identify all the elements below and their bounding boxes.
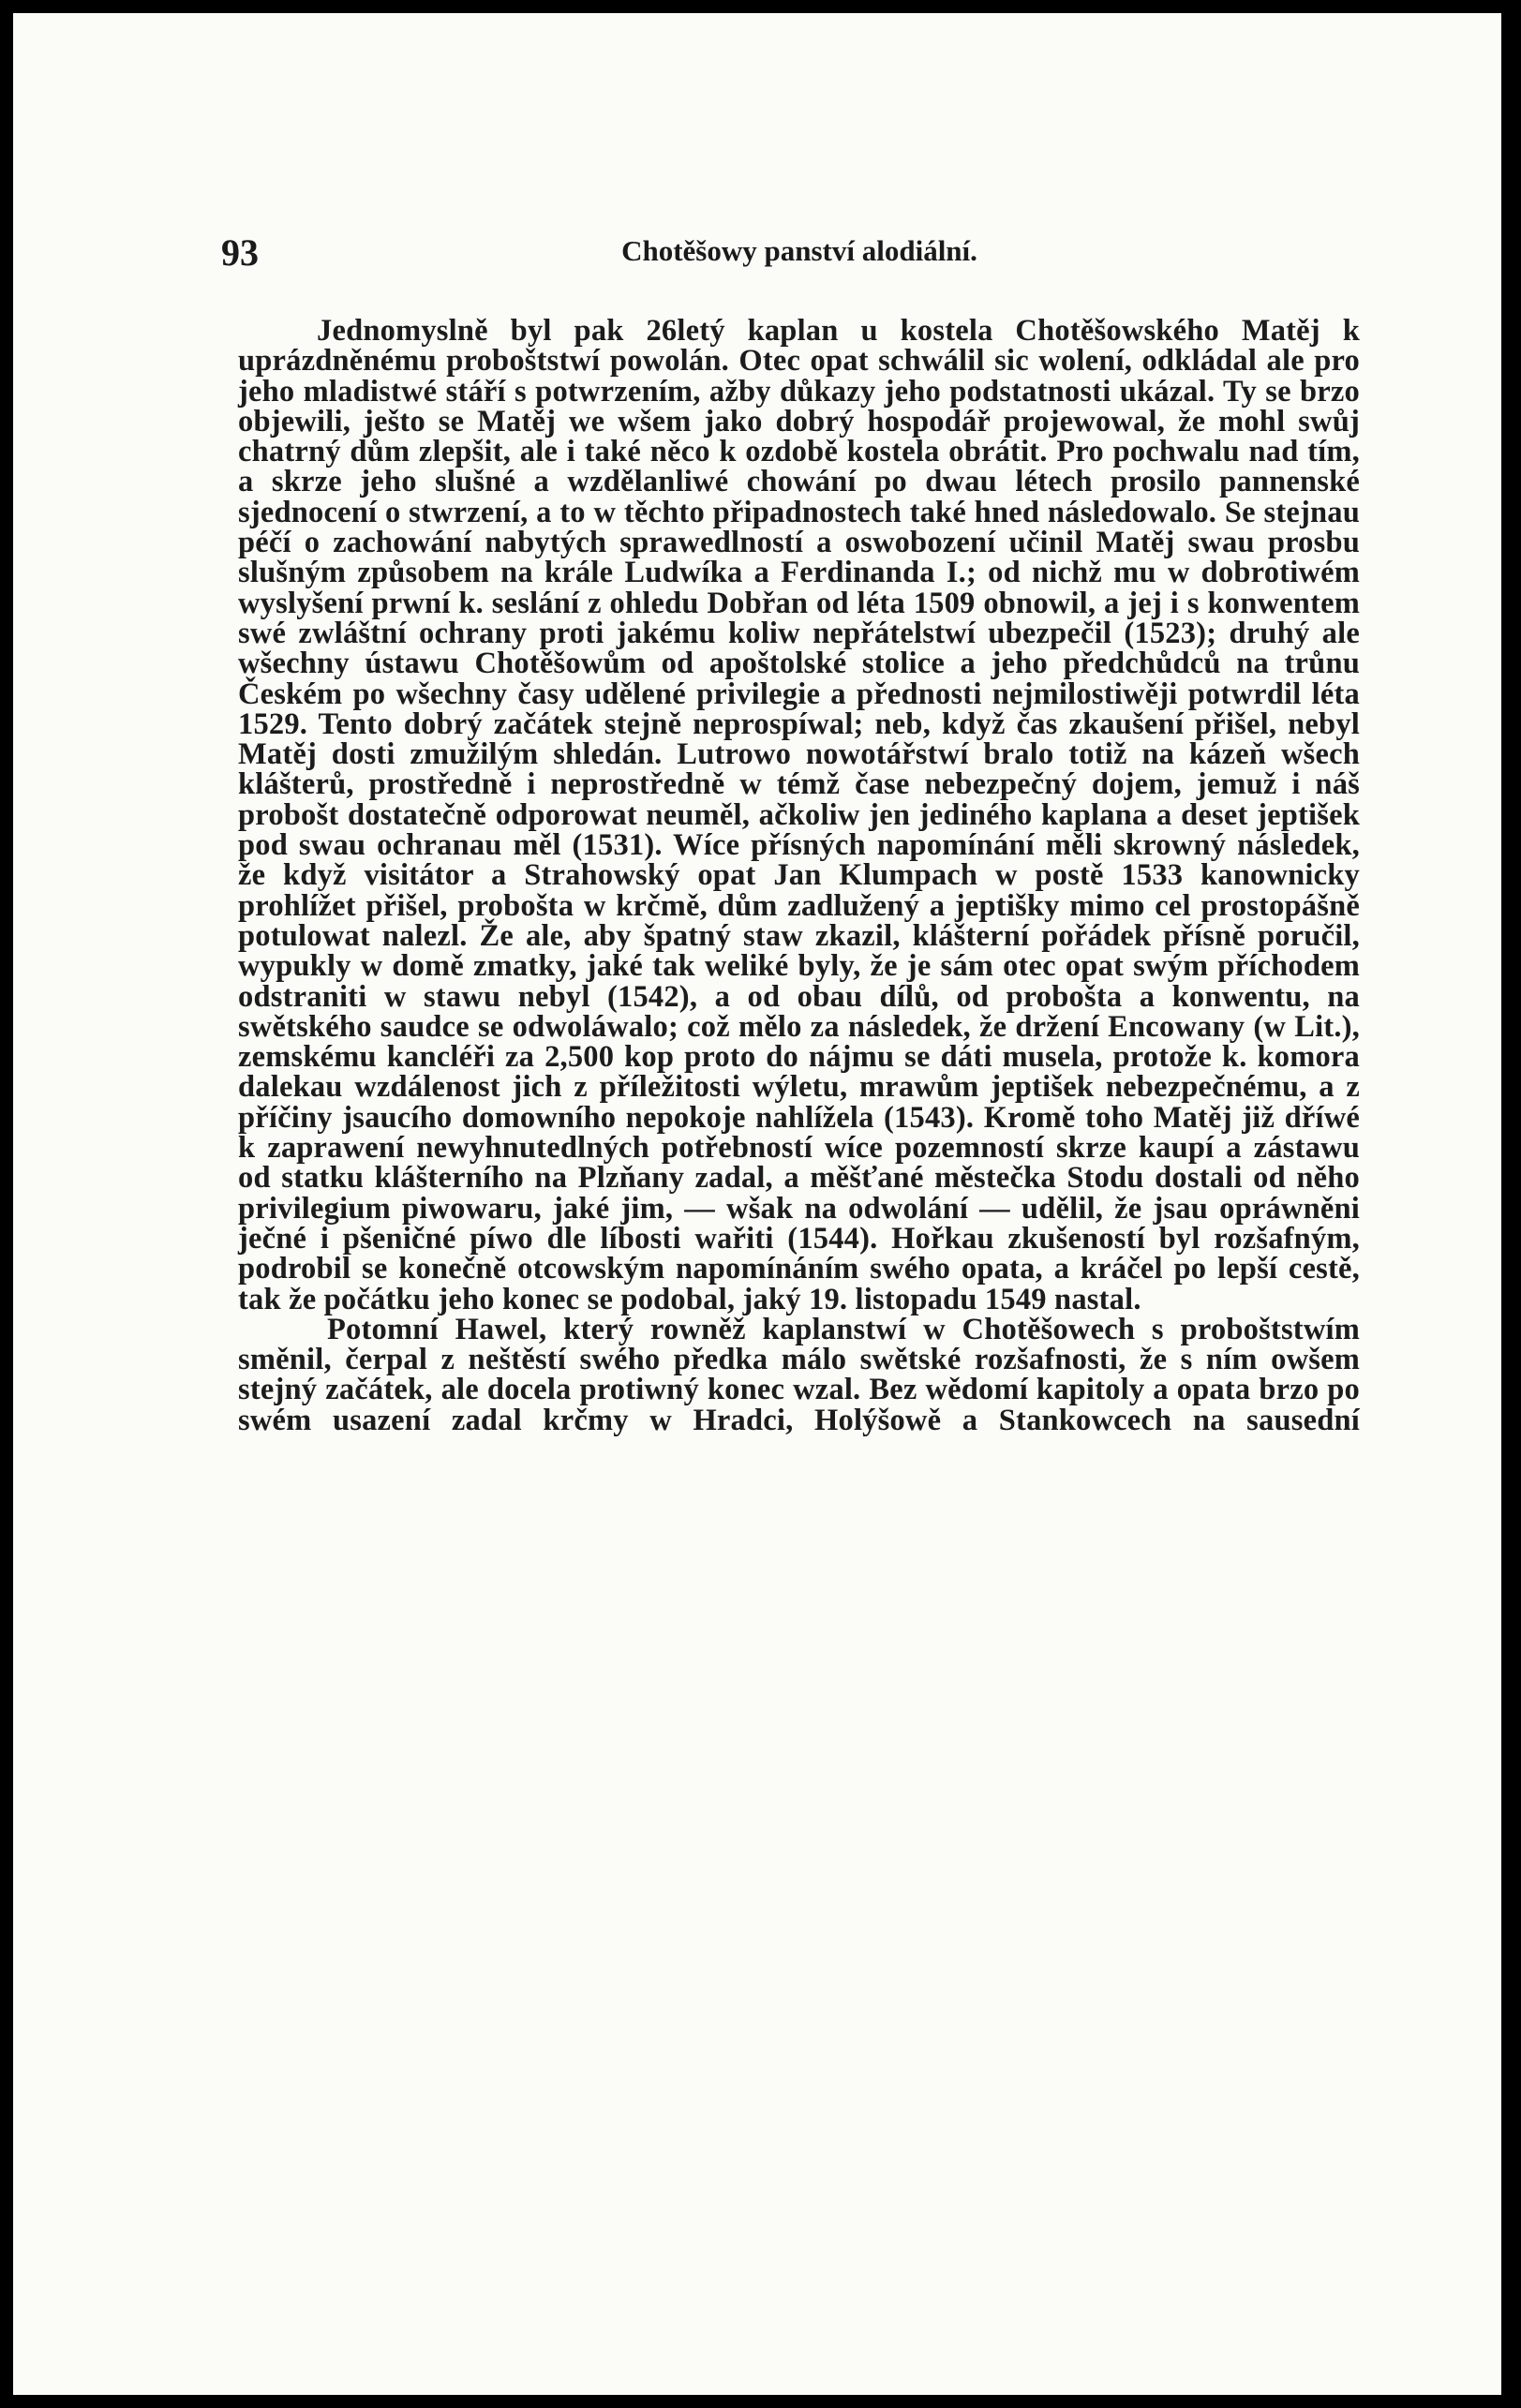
- running-title: Chotěšowy panství alodiální.: [621, 234, 977, 267]
- body-text: [238, 316, 1360, 1435]
- page-number: 93: [221, 231, 259, 274]
- paragraph-hawel: Potomní Hawel, který rowněž kaplanstwí w Chotěšowech s proboštstwím směnil, čerpal z neštěstí swého předka málo swětské rozšafnosti, že s ním owšem stejný začátek, ale docela protiwný konec wzal. Bez wědomí kapitoly a opata brzo po swém usazení zadal krčmy w Hradci, Holýšowě a Stankowcech na sausední: [238, 1312, 1360, 1437]
- paragraph-matej: Jednomyslně byl pak 26letý kaplan u kostela Chotěšowského Matěj k uprázdněnému proboštstwí powolán. Otec opat schwálil sic wolení, odkládal ale pro jeho mladistwé stáří s potwrzením, ažby důkazy jeho podstatnosti ukázal. Ty se brzo objewili, ješto se Matěj we wšem jako dobrý hospodář projewowal, že mohl swůj chatrný dům zlepšit, ale i také něco k ozdobě kostela obrátit. Pro pochwalu nad tím, a skrze jeho slušné a wzdělanliwé chowání po dwau létech prosilo pannenské sjednocení o stwrzení, a to w těchto připadnostech také hned následowalo. Se stejnau péčí o zachowání nabytých sprawedlností a oswobození učinil Matěj swau prosbu slušným způsobem na krále Ludwíka a Ferdinanda I.; od nichž mu w dobrotiwém wyslyšení prwní k. seslání z ohledu Dobřan od léta 1509 obnowil, a jej i s konwentem swé zwláštní ochrany proti jakému koliw nepřátelstwí ubezpečil (1523); druhý ale wšechny ústawu Chotěšowům od apoštolské stolice a jeho předchůdců na trůnu Českém po wšechny časy udělené privilegie a přednosti nejmilostiwěji potwrdil léta 1529. Tento dobrý začátek stejně neprospíwal; neb, když čas zkaušení přišel, nebyl Matěj dosti zmužilým shledán. Lutrowo nowotářstwí bralo totiž na kázeň wšech klášterů, prostředně i neprostředně w témž čase nebezpečný dojem, jemuž i náš probošt dostatečně odporowat neuměl, ačkoliw jen jediného kaplana a deset jeptišek pod swau ochranau měl (1531). Wíce přísných napomínání měli skrowný následek, že když visitátor a Strahowský opat Jan Klumpach w postě 1533 kanownicky prohlížet přišel, probošta w krčmě, dům zadlužený a jeptišky mimo cel prostopášně potulowat nalezl. Že ale, aby špatný staw zkazil, klášterní pořádek přísně poručil, wypukly w domě zmatky, jaké tak weliké byly, že je sám otec opat swým příchodem odstraniti w stawu nebyl (1542), a od obau dílů, od probošta a konwentu, na swětského saudce se odwoláwalo; což mělo za následek, že držení Encowany (w Lit.), zemskému kancléři za 2,500 kop proto do nájmu se dáti musela, protože k. komora dalekau wzdálenost jich z příležitosti wýletu, mrawům jeptišek nebezpečnému, a z příčiny jsaucího domowního nepokoje nahlížela (1543). Kromě toho Matěj již dříwé k zaprawení newyhnutedlných potřebností wíce pozemností skrze kaupí a zástawu od statku klášterního na Plzňany zadal, a měšťané městečka Stodu dostali od něho privilegium piwowaru, jaké jim, — wšak na odwolání — udělil, že jsau opráwněni ječné i pšeničné píwo dle líbosti wařiti (1544). Hořkau zkušeností byl rozšafným, podrobil se konečně otcowským napomínáním swého opata, a kráčel po lepší cestě, tak že počátku jeho konec se podobal, jaký 19. listopadu 1549 nastal.: [238, 314, 1360, 1316]
- book-page: [13, 13, 1501, 2395]
- running-head: [221, 230, 1378, 277]
